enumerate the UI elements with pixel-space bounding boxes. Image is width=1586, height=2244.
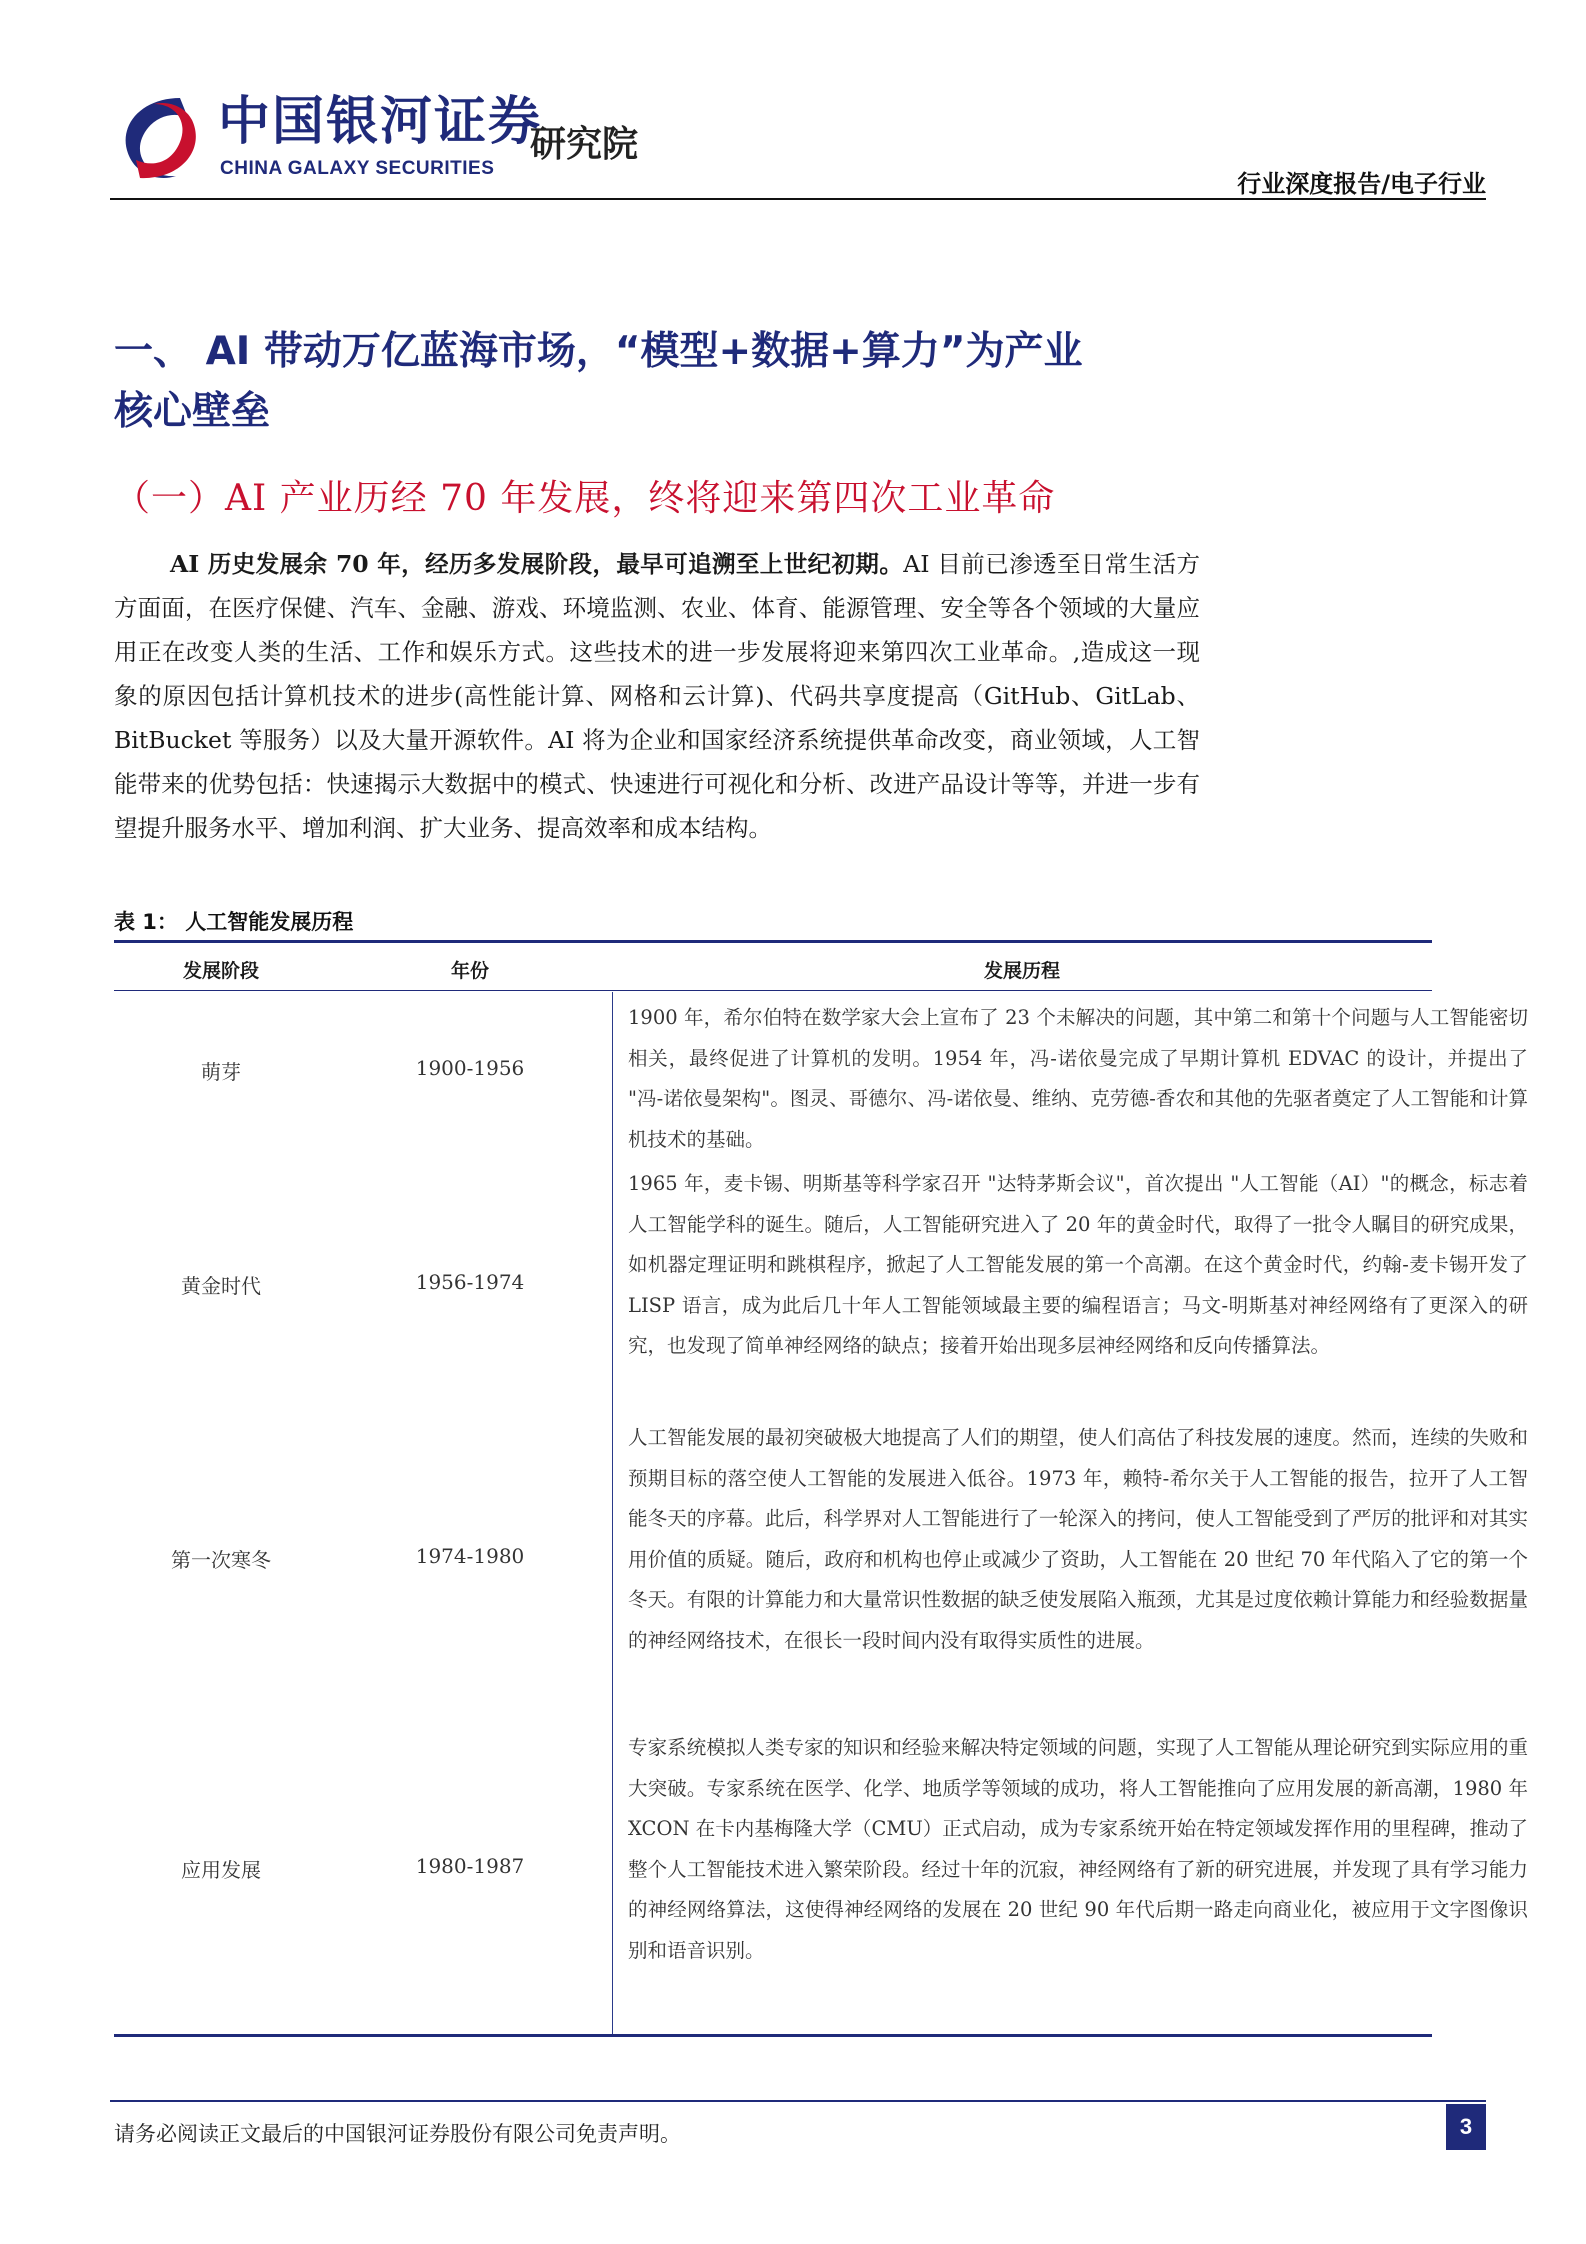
table-top-rule (114, 940, 1432, 943)
section-title-line2: 核心壁垒 (114, 389, 271, 434)
header-divider (110, 198, 1486, 200)
section-subtitle: （一）AI 产业历经 70 年发展，终将迎来第四次工业革命 (114, 478, 1056, 519)
row-description: 专家系统模拟人类专家的知识和经验来解决特定领域的问题，实现了人工智能从理论研究到实际应用的重大突破。专家系统在医学、化学、地质学等领域的成功，将人工智能推向了应用发展的新高潮，1980 年 XCON 在卡内基梅隆大学（CMU）正式启动，成为专家系统开始在特定领域发挥作用的里程碑，推动了整个人工智能技术进入繁荣阶段。经过十年的沉寂，神经网络有了新的研究进展，并发现了具有学习能力的神经网络算法，这使得神经网络的发展在 20 世纪 90 年代后期一路走向商业化，被应用于文字图像识别和语音识别。 (628, 1736, 1528, 1962)
table-bottom-rule (114, 2034, 1432, 2037)
section-title (114, 322, 1314, 442)
row-stage: 黄金时代 (181, 1274, 261, 1298)
logo-cn-name: 中国银河证券 (218, 92, 543, 152)
footer-divider (110, 2100, 1486, 2102)
row-years: 1956-1974 (415, 1270, 525, 1294)
header-stage: 发展阶段 (182, 960, 259, 982)
section-title-line1: 一、 AI 带动万亿蓝海市场，“模型+数据+算力”为产业 (114, 329, 1083, 374)
row-years: 1974-1980 (415, 1544, 525, 1568)
row-stage: 萌芽 (201, 1060, 241, 1084)
body-paragraph (114, 542, 1200, 850)
footer-disclaimer: 请务必阅读正文最后的中国银河证券股份有限公司免责声明。 (114, 2122, 681, 2146)
row-description: 1900 年，希尔伯特在数学家大会上宣布了 23 个未解决的问题，其中第二和第十个问题与人工智能密切相关，最终促进了计算机的发明。1954 年，冯-诺依曼完成了早期计算机 EDVAC 的设计，并提出了 "冯-诺依曼架构"。图灵、哥德尔、冯-诺依曼、维纳、克劳德-香农和其他的先驱者奠定了人工智能和计算机技术的基础。 (628, 1006, 1528, 1151)
row-stage: 应用发展 (181, 1858, 261, 1882)
row-description: 1965 年，麦卡锡、明斯基等科学家召开 "达特茅斯会议"，首次提出 "人工智能（AI）"的概念，标志着人工智能学科的诞生。随后，人工智能研究进入了 20 年的黄金时代，取得了一批令人瞩目的研究成果，如机器定理证明和跳棋程序，掀起了人工智能发展的第一个高潮。在这个黄金时代，约翰-麦卡锡开发了 LISP 语言，成为此后几十年人工智能领域最主要的编程语言；马文-明斯基对神经网络有了更深入的研究，也发现了简单神经网络的缺点；接着开始出现多层神经网络和反向传播算法。 (628, 1172, 1528, 1357)
row-stage: 第一次寒冬 (171, 1548, 271, 1572)
row-description: 人工智能发展的最初突破极大地提高了人们的期望，使人们高估了科技发展的速度。然而，连续的失败和预期目标的落空使人工智能的发展进入低谷。1973 年，赖特-希尔关于人工智能的报告，拉开了人工智能冬天的序幕。此后，科学界对人工智能进行了一轮深入的拷问，使人工智能受到了严厉的批评和对其实用价值的质疑。随后，政府和机构也停止或减少了资助，人工智能在 20 世纪 70 年代陷入了它的第一个冬天。有限的计算能力和大量常识性数据的缺乏使发展陷入瓶颈，尤其是过度依赖计算能力和经验数据量的神经网络技术，在很长一段时间内没有取得实质性的进展。 (628, 1426, 1528, 1652)
header-year: 年份 (450, 960, 489, 982)
paragraph-lead: AI 历史发展余 70 年，经历多发展阶段，最早可追溯至上世纪初期。 (170, 550, 904, 578)
table-row (114, 1158, 1528, 1408)
page-header (110, 80, 1486, 200)
logo-en-name: CHINA GALAXY SECURITIES (220, 158, 495, 179)
row-years: 1900-1956 (415, 1056, 525, 1080)
table-header (114, 946, 1432, 988)
row-years: 1980-1987 (415, 1854, 525, 1878)
galaxy-logo-icon (110, 88, 210, 188)
header-history: 发展历程 (983, 960, 1060, 982)
table-row (114, 988, 1528, 1158)
table-row (114, 1720, 1528, 2010)
report-tag: 行业深度报告/电子行业 (1237, 170, 1486, 198)
table-caption: 表 1： 人工智能发展历程 (114, 910, 354, 934)
page-number: 3 (1446, 2104, 1486, 2150)
institute-name: 研究院 (530, 124, 639, 165)
table-row (114, 1408, 1528, 1698)
paragraph-body: AI 目前已渗透至日常生活方方面面，在医疗保健、汽车、金融、游戏、环境监测、农业、体育、能源管理、安全等各个领域的大量应用正在改变人类的生活、工作和娱乐方式。这些技术的进一步发展将迎来第四次工业革命。,造成这一现象的原因包括计算机技术的进步(高性能计算、网格和云计算)、代码共享度提高（GitHub、GitLab、BitBucket 等服务）以及大量开源软件。AI 将为企业和国家经济系统提供革命改变，商业领域，人工智能带来的优势包括：快速揭示大数据中的模式、快速进行可视化和分析、改进产品设计等等，并进一步有望提升服务水平、增加利润、扩大业务、提高效率和成本结构。 (114, 550, 1200, 842)
